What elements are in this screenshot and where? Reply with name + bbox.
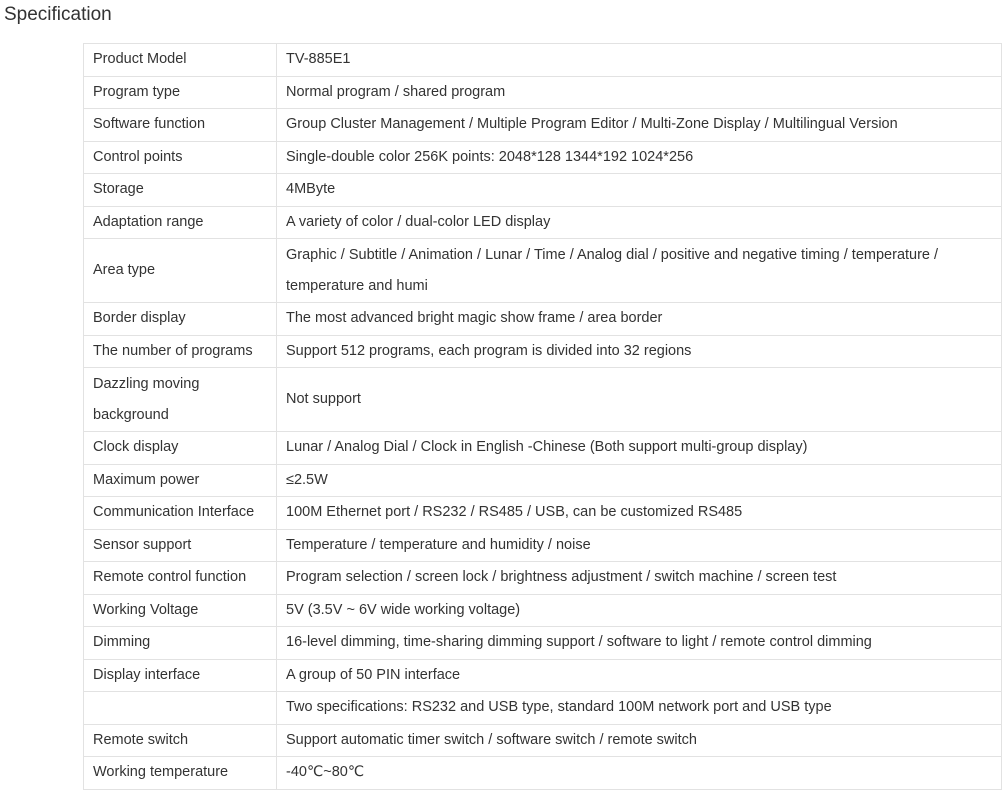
table-row	[84, 562, 1002, 595]
spec-value: Program selection / screen lock / brightness adjustment / switch machine / screen test	[277, 562, 1002, 595]
specification-table	[83, 43, 1002, 790]
table-row	[84, 594, 1002, 627]
table-row	[84, 335, 1002, 368]
spec-value: Group Cluster Management / Multiple Program Editor / Multi-Zone Display / Multilingual Version	[277, 109, 1002, 142]
table-row	[84, 464, 1002, 497]
spec-label: Maximum power	[84, 464, 277, 497]
spec-label: Communication Interface	[84, 497, 277, 530]
table-row	[84, 174, 1002, 207]
spec-value: Support 512 programs, each program is divided into 32 regions	[277, 335, 1002, 368]
spec-label: Working temperature	[84, 757, 277, 790]
spec-value: A group of 50 PIN interface	[277, 659, 1002, 692]
table-row	[84, 368, 1002, 432]
table-row	[84, 529, 1002, 562]
spec-label: Clock display	[84, 432, 277, 465]
table-row	[84, 76, 1002, 109]
table-row	[84, 659, 1002, 692]
spec-value: Single-double color 256K points: 2048*128 1344*192 1024*256	[277, 141, 1002, 174]
table-row	[84, 109, 1002, 142]
spec-label: Working Voltage	[84, 594, 277, 627]
spec-label: Remote control function	[84, 562, 277, 595]
table-row	[84, 206, 1002, 239]
table-row	[84, 497, 1002, 530]
spec-label	[84, 692, 277, 725]
spec-value: Two specifications: RS232 and USB type, standard 100M network port and USB type	[277, 692, 1002, 725]
spec-value: Lunar / Analog Dial / Clock in English -Chinese (Both support multi-group display)	[277, 432, 1002, 465]
spec-label: Sensor support	[84, 529, 277, 562]
spec-label: Program type	[84, 76, 277, 109]
table-row	[84, 239, 1002, 303]
table-row	[84, 44, 1002, 77]
spec-label: Dimming	[84, 627, 277, 660]
spec-value: Normal program / shared program	[277, 76, 1002, 109]
spec-label: Area type	[84, 239, 277, 303]
spec-value: Graphic / Subtitle / Animation / Lunar / Time / Analog dial / positive and negative timing / temperature / temperature and humi	[277, 239, 1002, 303]
spec-label: Product Model	[84, 44, 277, 77]
spec-value: Temperature / temperature and humidity / noise	[277, 529, 1002, 562]
spec-value: Support automatic timer switch / software switch / remote switch	[277, 724, 1002, 757]
table-row	[84, 627, 1002, 660]
table-row	[84, 141, 1002, 174]
table-row	[84, 724, 1002, 757]
spec-value: A variety of color / dual-color LED display	[277, 206, 1002, 239]
table-row	[84, 303, 1002, 336]
table-row	[84, 757, 1002, 790]
page-title: Specification	[4, 4, 112, 25]
spec-label: Remote switch	[84, 724, 277, 757]
spec-value: 100M Ethernet port / RS232 / RS485 / USB, can be customized RS485	[277, 497, 1002, 530]
spec-value: 16-level dimming, time-sharing dimming support / software to light / remote control dimming	[277, 627, 1002, 660]
spec-value: ≤2.5W	[277, 464, 1002, 497]
spec-label: Border display	[84, 303, 277, 336]
spec-label: The number of programs	[84, 335, 277, 368]
table-row	[84, 692, 1002, 725]
spec-label: Software function	[84, 109, 277, 142]
spec-value: TV-885E1	[277, 44, 1002, 77]
spec-label: Storage	[84, 174, 277, 207]
spec-value: Not support	[277, 368, 1002, 432]
spec-label: Display interface	[84, 659, 277, 692]
spec-value: -40℃~80℃	[277, 757, 1002, 790]
spec-label: Adaptation range	[84, 206, 277, 239]
spec-value: The most advanced bright magic show frame / area border	[277, 303, 1002, 336]
spec-value: 4MByte	[277, 174, 1002, 207]
spec-label: Control points	[84, 141, 277, 174]
spec-label: Dazzling moving background	[84, 368, 277, 432]
spec-value: 5V (3.5V ~ 6V wide working voltage)	[277, 594, 1002, 627]
table-row	[84, 432, 1002, 465]
